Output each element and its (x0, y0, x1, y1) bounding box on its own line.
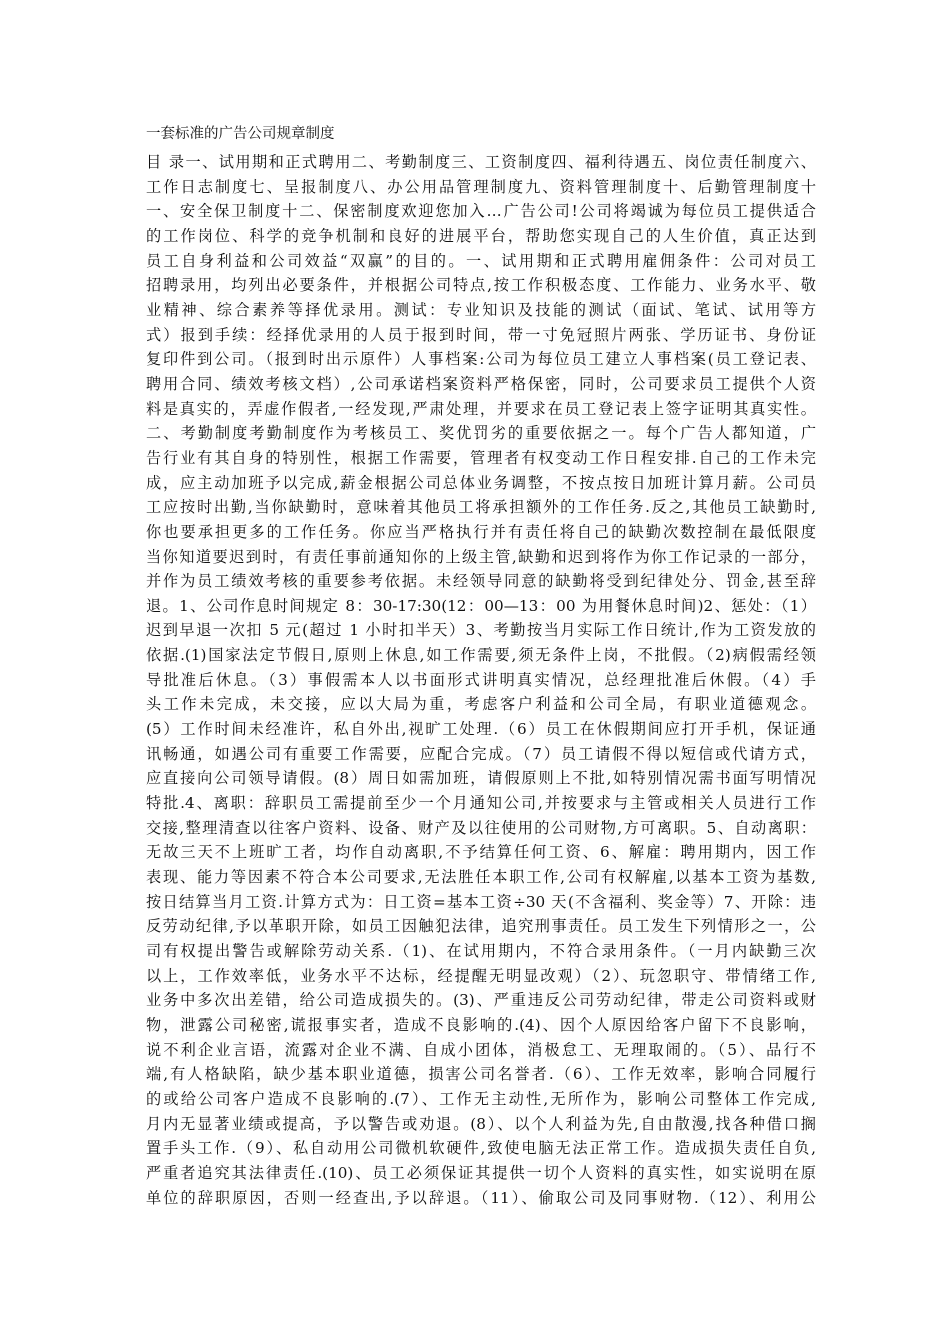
body-text-line: 按日结算当月工资.计算方式为：日工资=基本工资÷30 天(不含福利、奖金等）7、开除：违 (146, 892, 816, 911)
body-text-line: 你也要承担更多的工作任务。你应当严格执行并有责任将自己的缺勤次数控制在最低限度 (146, 522, 816, 541)
body-text-line: 当你知道要迟到时，有责任事前通知你的上级主管,缺勤和迟到将作为你工作记录的一部分， (146, 547, 816, 566)
body-text-line: 告行业有其自身的特别性，根据工作需要，管理者有权变动工作日程安排.自己的工作未完 (146, 448, 816, 467)
body-text-line: 式）报到手续：经择优录用的人员于报到时间，带一寸免冠照片两张、学历证书、身份证 (146, 325, 816, 344)
body-text-line: 司有权提出警告或解除劳动关系.（1)、在试用期内，不符合录用条件。（一月内缺勤三次 (146, 942, 816, 960)
body-text-line: 二、考勤制度考勤制度作为考核员工、奖优罚劣的重要依据之一。每个广告人都知道，广 (146, 424, 816, 443)
document-title: 一套标准的广告公司规章制度 (146, 126, 335, 142)
body-text-line: 单位的辞职原因，否则一经查出,予以辞退。（11）、偷取公司及同事财物.（12）、利用公 (146, 1188, 816, 1207)
document-body (146, 150, 816, 1210)
body-text-line: 无故三天不上班旷工者，均作自动离职,不予结算任何工资、6、解雇：聘用期内，因工作 (146, 843, 816, 862)
body-text-line: 月内无显著业绩或提高，予以警告或劝退。(8）、以个人利益为先,自由散漫,找各种借口搁 (146, 1114, 816, 1133)
body-text-line: 业务中多次出差错，给公司造成损失的。(3)、严重违反公司劳动纪律，带走公司资料或财 (146, 991, 816, 1010)
body-text-line: 表现、能力等因素不符合本公司要求,无法胜任本职工作,公司有权解雇,以基本工资为基数, (146, 868, 816, 887)
body-text-line: 复印件到公司。（报到时出示原件）人事档案:公司为每位员工建立人事档案(员工登记表、 (146, 350, 816, 369)
body-text-line: 交接,整理清查以往客户资料、设备、财产及以往使用的公司财物,方可离职。5、自动离职： (146, 818, 816, 837)
body-text-line: (5）工作时间未经准许，私自外出,视旷工处理.（6）员工在休假期间应打开手机，保证通 (146, 720, 816, 739)
body-text-line: 说不利企业言语，流露对企业不满、自成小团体，消极怠工、无理取闹的。（5）、品行不 (146, 1040, 816, 1059)
body-text-line: 迟到早退一次扣 5 元(超过 1 小时扣半天）3、考勤按当月实际工作日统计,作为工资发放的 (146, 621, 816, 640)
body-text-line: 依据.(1)国家法定节假日,原则上休息,如工作需要,须无条件上岗，不批假。（2)病假需经领 (146, 646, 816, 665)
body-text-line: 严重者追究其法律责任.(10)、员工必须保证其提供一切个人资料的真实性，如实说明在原 (146, 1163, 816, 1182)
body-text-line: 物，泄露公司秘密,谎报事实者，造成不良影响的.(4)、因个人原因给客户留下不良影响， (146, 1015, 816, 1034)
body-text-line: 以上，工作效率低，业务水平不达标，经提醒无明显改观）（2）、玩忽职守、带情绪工作, (146, 966, 816, 985)
body-text-line: 招聘录用，均列出必要条件，并根据公司特点,按工作积极态度、工作能力、业务水平、敬 (146, 276, 816, 295)
body-text-line: 反劳动纪律,予以革职开除，如员工因触犯法律，追究刑事责任。员工发生下列情形之一，公 (146, 917, 816, 936)
body-text-line: 的工作岗位、科学的竞争机制和良好的进展平台，帮助您实现自己的人生价值，真正达到 (146, 226, 816, 245)
body-text-line: 聘用合同、绩效考核文档）,公司承诺档案资料严格保密，同时，公司要求员工提供个人资 (146, 374, 816, 393)
body-text-line: 应直接向公司领导请假。(8）周日如需加班，请假原则上不批,如特别情况需书面写明情况 (146, 769, 816, 788)
body-text-line: 成，应主动加班予以完成,薪金根据公司总体业务调整，不按点按日加班计算月薪。公司员 (146, 473, 816, 492)
body-text-line: 业精神、综合素养等择优录用。测试：专业知识及技能的测试（面试、笔试、试用等方 (146, 300, 816, 319)
body-text-line: 讯畅通，如遇公司有重要工作需要，应配合完成。（7）员工请假不得以短信或代请方式， (146, 744, 816, 763)
body-text-line: 一、安全保卫制度十二、保密制度欢迎您加入…广告公司!公司将竭诚为每位员工提供适合 (146, 202, 816, 221)
body-text-line: 端,有人格缺陷，缺少基本职业道德，损害公司名誉者.（6）、工作无效率，影响合同履行 (146, 1065, 816, 1084)
body-text-line: 员工自身利益和公司效益“双赢”的目的。一、试用期和正式聘用雇佣条件：公司对员工 (146, 251, 816, 270)
body-text-line: 并作为员工绩效考核的重要参考依据。未经领导同意的缺勤将受到纪律处分、罚金,甚至辞 (146, 572, 816, 591)
body-text-line: 退。1、公司作息时间规定 8：30-17:30(12：00—13：00 为用餐休息时间)2、惩处：（1） (146, 596, 816, 615)
body-text-line: 工应按时出勤,当你缺勤时，意味着其他员工将承担额外的工作任务.反之,其他员工缺勤时, (146, 498, 816, 517)
body-text-line: 料是真实的，弄虚作假者,一经发现,严肃处理，并要求在员工登记表上签字证明其真实性。 (146, 399, 816, 418)
body-text-line: 置手头工作.（9）、私自动用公司微机软硬件,致使电脑无法正常工作。造成损失责任自负, (146, 1139, 816, 1158)
body-text-line: 头工作未完成，未交接，应以大局为重，考虑客户利益和公司全局，有职业道德观念。 (146, 695, 816, 714)
body-text-line: 目 录一、试用期和正式聘用二、考勤制度三、工资制度四、福利待遇五、岗位责任制度六、 (146, 153, 816, 171)
body-text-line: 导批准后休息。（3）事假需本人以书面形式讲明真实情况，总经理批准后休假。（4）手 (146, 670, 816, 689)
body-text-line: 工作日志制度七、呈报制度八、办公用品管理制度九、资料管理制度十、后勤管理制度十 (146, 177, 816, 196)
body-text-line: 的或给公司客户造成不良影响的.(7）、工作无主动性,无所作为，影响公司整体工作完成, (146, 1089, 816, 1108)
body-text-line: 特批.4、离职：辞职员工需提前至少一个月通知公司,并按要求与主管或相关人员进行工作 (146, 794, 816, 813)
